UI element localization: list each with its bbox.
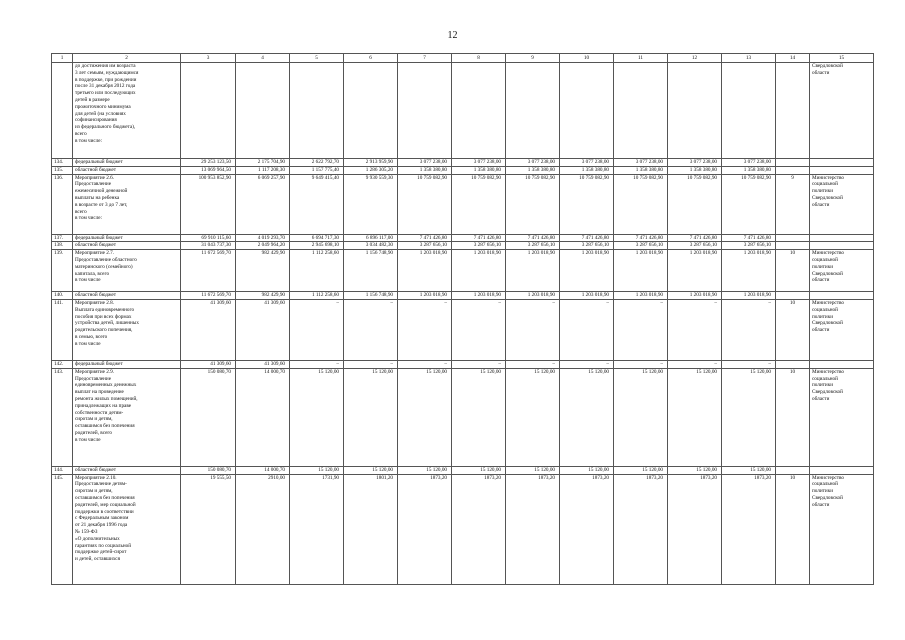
goal-number: 9 (776, 174, 810, 234)
goal-number (776, 63, 810, 159)
amount-cell (614, 63, 668, 159)
amount-cell: 41 309,60 (236, 360, 290, 368)
goal-number (776, 166, 810, 174)
amount-cell: 100 953 852,90 (181, 174, 236, 234)
amount-cell: – (560, 360, 614, 368)
amount-cell: 11 672 569,70 (181, 292, 236, 300)
amount-cell: – (614, 299, 668, 360)
amount-cell: 15 120,00 (560, 368, 614, 466)
amount-cell: 1873,20 (560, 474, 614, 584)
executor-cell (810, 360, 874, 368)
amount-cell: 1 358 380,80 (398, 166, 452, 174)
amount-cell (344, 63, 398, 159)
amount-cell: 1 358 380,80 (722, 166, 776, 174)
executor-cell (810, 466, 874, 474)
amount-cell: 2910,00 (236, 474, 290, 584)
amount-cell: 69 910 115,60 (181, 234, 236, 242)
amount-cell: – (614, 360, 668, 368)
amount-cell: 1 358 380,80 (452, 166, 506, 174)
executor-cell (810, 159, 874, 167)
amount-cell: – (344, 299, 398, 360)
row-number: 136. (52, 174, 73, 234)
amount-cell: 15 120,00 (398, 466, 452, 474)
amount-cell: 3 077 238,00 (668, 159, 722, 167)
amount-cell: 15 120,00 (668, 466, 722, 474)
executor-cell: Министерство социальной политики Свердловской области (810, 174, 874, 234)
executor-cell: Свердловской области (810, 63, 874, 159)
page-number: 12 (447, 30, 458, 41)
amount-cell: 1 203 018,90 (506, 250, 560, 292)
amount-cell: 2 622 792,70 (290, 159, 344, 167)
amount-cell: 1873,20 (668, 474, 722, 584)
amount-cell: 3 287 656,10 (614, 242, 668, 250)
amount-cell: 1873,20 (722, 474, 776, 584)
table-row (52, 299, 874, 360)
row-description: Мероприятие 2.9. Предоставление единовременных денежных выплат на проведение ремонта жилых помещений, принадлежащих на праве собственности детям- сиротам и детям, оставшимся без попечения родителей, всего в том числе (73, 368, 181, 466)
amount-cell: 3 077 238,00 (398, 159, 452, 167)
amount-cell: 2 945 698,10 (290, 242, 344, 250)
amount-cell: 6 694 717,30 (290, 234, 344, 242)
amount-cell: 10 759 082,90 (506, 174, 560, 234)
amount-cell: 1 112 258,60 (290, 292, 344, 300)
amount-cell (181, 63, 236, 159)
amount-cell: 41 309,60 (181, 299, 236, 360)
amount-cell (452, 63, 506, 159)
amount-cell (560, 63, 614, 159)
row-number: 141. (52, 299, 73, 360)
amount-cell: 3 287 656,10 (506, 242, 560, 250)
column-header: 11 (614, 54, 668, 63)
table-row (52, 159, 874, 167)
amount-cell: 15 120,00 (722, 466, 776, 474)
column-header: 4 (236, 54, 290, 63)
row-description: Мероприятие 2.6. Предоставление ежемесячной денежной выплаты на ребенка в возрасте от 3 до 7 лет, всего в том числе: (73, 174, 181, 234)
row-number: 137. (52, 234, 73, 242)
table-row (52, 360, 874, 368)
amount-cell: 1 203 018,90 (398, 292, 452, 300)
amount-cell: 1 203 018,90 (668, 292, 722, 300)
column-header: 10 (560, 54, 614, 63)
amount-cell: 3 287 656,10 (668, 242, 722, 250)
amount-cell: 1 286 305,20 (344, 166, 398, 174)
amount-cell: 3 077 238,00 (452, 159, 506, 167)
goal-number (776, 234, 810, 242)
amount-cell: 1873,20 (452, 474, 506, 584)
amount-cell: 1801,20 (344, 474, 398, 584)
column-header: 5 (290, 54, 344, 63)
budget-table (51, 53, 874, 585)
goal-number: 10 (776, 368, 810, 466)
amount-cell: – (290, 360, 344, 368)
column-header: 15 (810, 54, 874, 63)
amount-cell: 3 287 656,10 (722, 242, 776, 250)
table-row (52, 292, 874, 300)
amount-cell: – (290, 299, 344, 360)
amount-cell: 982 429,90 (236, 250, 290, 292)
column-header: 9 (506, 54, 560, 63)
amount-cell: 1873,20 (506, 474, 560, 584)
amount-cell: 1873,20 (614, 474, 668, 584)
amount-cell: 15 120,00 (290, 466, 344, 474)
amount-cell: 14 000,70 (236, 466, 290, 474)
column-header: 3 (181, 54, 236, 63)
amount-cell: 15 120,00 (560, 466, 614, 474)
amount-cell: 6 069 257,90 (236, 174, 290, 234)
amount-cell: 2 175 704,90 (236, 159, 290, 167)
amount-cell (506, 63, 560, 159)
amount-cell: 1 203 018,90 (452, 292, 506, 300)
row-number: 143. (52, 368, 73, 466)
column-header: 6 (344, 54, 398, 63)
amount-cell: 13 069 964,50 (181, 166, 236, 174)
amount-cell: – (722, 360, 776, 368)
amount-cell: 4 019 293,70 (236, 234, 290, 242)
amount-cell: 9 649 415,40 (290, 174, 344, 234)
table-row (52, 63, 874, 159)
amount-cell: 1 203 018,90 (398, 250, 452, 292)
table-row (52, 466, 874, 474)
amount-cell: 7 471 426,80 (614, 234, 668, 242)
amount-cell: 10 759 082,90 (668, 174, 722, 234)
amount-cell: 1873,20 (398, 474, 452, 584)
amount-cell: 3 287 656,10 (452, 242, 506, 250)
amount-cell: 15 120,00 (452, 368, 506, 466)
goal-number: 10 (776, 474, 810, 584)
table-header-row (52, 54, 874, 63)
amount-cell (290, 63, 344, 159)
amount-cell: 19 555,50 (181, 474, 236, 584)
row-description: областной бюджет (73, 466, 181, 474)
amount-cell: 1 358 380,80 (614, 166, 668, 174)
amount-cell (722, 63, 776, 159)
amount-cell: 3 287 656,10 (560, 242, 614, 250)
amount-cell: – (452, 360, 506, 368)
goal-number (776, 242, 810, 250)
amount-cell (398, 63, 452, 159)
amount-cell: 10 759 082,90 (560, 174, 614, 234)
amount-cell (668, 63, 722, 159)
amount-cell: 15 120,00 (452, 466, 506, 474)
amount-cell: – (668, 299, 722, 360)
column-header: 13 (722, 54, 776, 63)
row-description: федеральный бюджет (73, 159, 181, 167)
row-description: областной бюджет (73, 242, 181, 250)
goal-number (776, 159, 810, 167)
goal-number (776, 466, 810, 474)
amount-cell: 150 080,70 (181, 466, 236, 474)
amount-cell: 7 471 426,80 (722, 234, 776, 242)
amount-cell: 1 203 018,90 (560, 250, 614, 292)
column-header: 2 (73, 54, 181, 63)
amount-cell: 1 117 208,30 (236, 166, 290, 174)
amount-cell: 14 000,70 (236, 368, 290, 466)
amount-cell: 1 358 380,80 (668, 166, 722, 174)
row-number: 135. (52, 166, 73, 174)
column-header: 12 (668, 54, 722, 63)
amount-cell: 1 156 748,90 (344, 250, 398, 292)
amount-cell: – (506, 360, 560, 368)
row-number: 140. (52, 292, 73, 300)
amount-cell: 1 112 258,60 (290, 250, 344, 292)
amount-cell: 1 157 775,40 (290, 166, 344, 174)
amount-cell: 6 896 117,00 (344, 234, 398, 242)
amount-cell: 15 120,00 (506, 368, 560, 466)
amount-cell: 3 077 238,00 (614, 159, 668, 167)
goal-number: 10 (776, 299, 810, 360)
amount-cell: 1 203 018,90 (614, 250, 668, 292)
amount-cell: 29 253 123,50 (181, 159, 236, 167)
row-description: до достижения им возраста 3 лет семьям, нуждающимся в поддержке, при рождении после 31 декабря 2012 года третьего или последующих детей в размере прожиточного минимума для детей (на условиях софинансирования из федерального бюджета), всего в том числе: (73, 63, 181, 159)
amount-cell: 1731,90 (290, 474, 344, 584)
table-row (52, 368, 874, 466)
row-description: федеральный бюджет (73, 234, 181, 242)
row-number: 138. (52, 242, 73, 250)
row-description: областной бюджет (73, 292, 181, 300)
amount-cell: 15 120,00 (722, 368, 776, 466)
amount-cell: – (452, 299, 506, 360)
amount-cell: 10 759 082,90 (722, 174, 776, 234)
amount-cell: – (722, 299, 776, 360)
goal-number (776, 360, 810, 368)
amount-cell (236, 63, 290, 159)
amount-cell: 41 309,60 (181, 360, 236, 368)
amount-cell: 15 120,00 (668, 368, 722, 466)
amount-cell: 10 759 082,90 (614, 174, 668, 234)
table-row (52, 242, 874, 250)
amount-cell: 15 120,00 (614, 368, 668, 466)
amount-cell: 1 203 018,90 (722, 292, 776, 300)
amount-cell: – (668, 360, 722, 368)
amount-cell: 7 471 426,80 (452, 234, 506, 242)
executor-cell: Министерство социальной политики Свердловской области (810, 299, 874, 360)
goal-number (776, 292, 810, 300)
row-number: 134. (52, 159, 73, 167)
table-row (52, 474, 874, 584)
amount-cell: 1 156 748,90 (344, 292, 398, 300)
amount-cell: 2 049 964,20 (236, 242, 290, 250)
amount-cell: 7 471 426,80 (560, 234, 614, 242)
row-number: 139. (52, 250, 73, 292)
amount-cell: – (560, 299, 614, 360)
goal-number: 10 (776, 250, 810, 292)
amount-cell: 9 930 559,30 (344, 174, 398, 234)
table-row (52, 234, 874, 242)
amount-cell: 150 080,70 (181, 368, 236, 466)
amount-cell: 15 120,00 (344, 368, 398, 466)
row-description: областной бюджет (73, 166, 181, 174)
amount-cell: 3 287 656,10 (398, 242, 452, 250)
amount-cell: 7 471 426,80 (398, 234, 452, 242)
executor-cell (810, 166, 874, 174)
row-number: 145. (52, 474, 73, 584)
amount-cell: 11 672 569,70 (181, 250, 236, 292)
row-number (52, 63, 73, 159)
row-description: Мероприятие 2.7. Предоставление областного материнского (семейного) капитала, всего в том числе (73, 250, 181, 292)
table-row (52, 174, 874, 234)
column-header: 14 (776, 54, 810, 63)
amount-cell: 1 203 018,90 (452, 250, 506, 292)
executor-cell: Министерство социальной политики Свердловской области (810, 250, 874, 292)
amount-cell: 3 077 238,00 (560, 159, 614, 167)
executor-cell: Министерство социальной политики Свердловской области (810, 368, 874, 466)
amount-cell: – (398, 299, 452, 360)
executor-cell (810, 292, 874, 300)
amount-cell: 1 358 380,80 (560, 166, 614, 174)
table-row (52, 166, 874, 174)
row-number: 144. (52, 466, 73, 474)
amount-cell: 3 077 238,00 (722, 159, 776, 167)
amount-cell: 15 120,00 (506, 466, 560, 474)
amount-cell: 1 358 380,80 (506, 166, 560, 174)
amount-cell: 15 120,00 (398, 368, 452, 466)
amount-cell: 1 203 018,90 (668, 250, 722, 292)
amount-cell: 3 077 238,00 (506, 159, 560, 167)
amount-cell: 7 471 426,80 (668, 234, 722, 242)
amount-cell: – (344, 360, 398, 368)
row-description: Мероприятие 2.10. Предоставление детям- сиротам и детям, оставшимся без попечения родителей, мер социальной поддержки в соответствии с Федеральным законом от 21 декабря 1996 года № 159-ФЗ «О дополнительных гарантиях по социальной поддержке детей-сирот и детей, оставшихся (73, 474, 181, 584)
amount-cell: 10 759 082,90 (398, 174, 452, 234)
column-header: 1 (52, 54, 73, 63)
amount-cell: 15 120,00 (290, 368, 344, 466)
amount-cell: 7 471 426,80 (506, 234, 560, 242)
executor-cell: Министерство социальной политики Свердловской области (810, 474, 874, 584)
amount-cell: 1 203 018,90 (614, 292, 668, 300)
amount-cell: 10 759 082,90 (452, 174, 506, 234)
column-header: 8 (452, 54, 506, 63)
amount-cell: 31 043 737,30 (181, 242, 236, 250)
executor-cell (810, 234, 874, 242)
amount-cell: 3 034 482,30 (344, 242, 398, 250)
amount-cell: 1 203 018,90 (560, 292, 614, 300)
amount-cell: 15 120,00 (344, 466, 398, 474)
column-header: 7 (398, 54, 452, 63)
amount-cell: – (398, 360, 452, 368)
row-number: 142. (52, 360, 73, 368)
amount-cell: – (506, 299, 560, 360)
row-description: федеральный бюджет (73, 360, 181, 368)
amount-cell: 15 120,00 (614, 466, 668, 474)
row-description: Мероприятие 2.8. Выплата единовременного пособия при всех формах устройства детей, лишенных родительского попечения, в семью, всего в том числе (73, 299, 181, 360)
amount-cell: 41 309,60 (236, 299, 290, 360)
amount-cell: 982 429,90 (236, 292, 290, 300)
executor-cell (810, 242, 874, 250)
amount-cell: 1 203 018,90 (506, 292, 560, 300)
table-row (52, 250, 874, 292)
amount-cell: 1 203 018,90 (722, 250, 776, 292)
amount-cell: 2 913 959,90 (344, 159, 398, 167)
